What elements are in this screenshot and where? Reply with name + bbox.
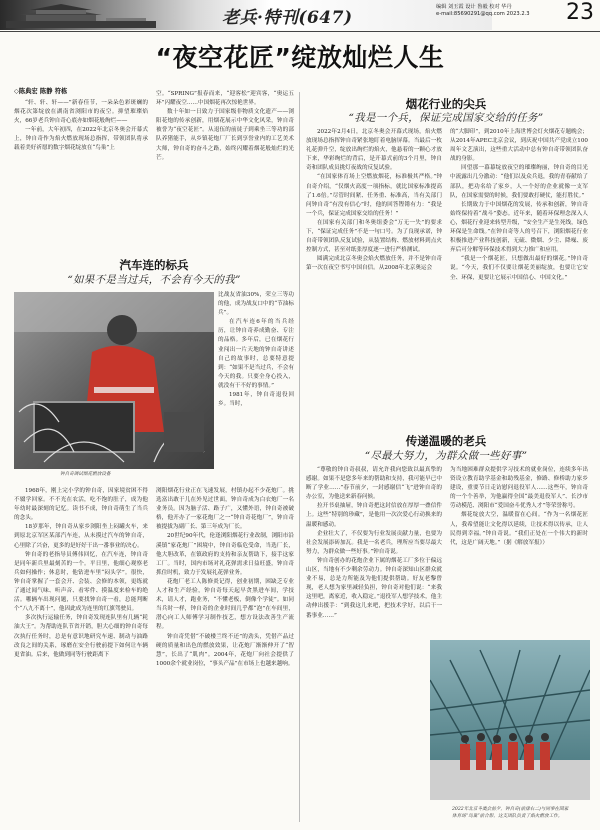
section2-column-2 bbox=[450, 128, 588, 426]
photo-fireworks-equipment bbox=[14, 292, 214, 469]
paragraph: 空。“SPRING”报春而来，“迎客松”迎宾客，“奥运五环”闪耀夜空……中国烟花再次惊艳世界。 bbox=[156, 91, 294, 107]
paragraph: 烟花绽放大空，温暖留在心间。“作为一名烟花匠人，我希望能让文化得以延续，让技术得以传承，让人民得到幸福。”钟自奇说。“我们正处在一个伟大的新时代，这是广阔天地。”（据《解放军报》） bbox=[450, 512, 588, 546]
paragraph: “轩、轩、轩——”新春佳节，一朵朵色彩斑斓的烟花次第绽放在湖南省浏阳市的夜空。抑望璀璨焰火，66岁老兵钟自奇心底亦如烟花般绚烂—— bbox=[14, 100, 148, 125]
photo-illustration bbox=[14, 292, 214, 469]
paragraph: 在国家有关部门和冬奥组委会“万无一失”的要求下，“保证完成任务”不是一句口号。为了良现承诺，钟自奇带领团队反复试验，从装置结构、燃放材料到点火控制方式，甚至对纸张厚度逐一进行严格测试。 bbox=[306, 219, 442, 254]
section-heading-3: 传递温暖的老兵 bbox=[405, 434, 487, 448]
caption-line: 2022年北京冬奥会前夕，钟自奇(前排右二)与同事在国家 bbox=[452, 807, 569, 812]
paragraph: 拉开书桌抽屉，钟自奇把这封信放在厚厚一叠信件上。这些“特别的珍藏”，是他用一次次爱心行动换来的温暖和感动。 bbox=[306, 503, 442, 528]
paragraph: 2022年2月4日，北京冬奥会开幕式现场，焰火燃放现场总指挥钟自奇紧张地盯着电脑屏幕。当最后一枚礼花弹升空，绽放出绚烂的焰火，他悬着的一颗心才放下来，华彩绚烂的背后，是开幕式前的3个月里，钟自奇和团队成员挑灯夜战的反复试验。 bbox=[306, 129, 442, 172]
section-heading-2: 烟花行业的尖兵 bbox=[405, 97, 487, 111]
page-number: 23 bbox=[566, 0, 594, 25]
section3-column-1 bbox=[306, 466, 442, 824]
paragraph: 圆满完成北京冬奥会焰火燃放任务，并不是钟自奇第一次在夜空书写中国自信。从2008年北京奥运会 bbox=[306, 256, 442, 272]
paragraph: 钟自奇创办的花炮企业下属的烟花工厂多位于偏远山区，当地有不少剩余劳动力。钟自奇深知山区群众就业不易，总是力所能及为他们提供帮助。好友老黎曾现，老人想为家里减轻负担，钟自奇对他们说：“来我这里吧，离家近，收入稳定。”退役军人想学技术，他主动伸出援手：“到我这儿来吧，把技术学好，以后干一番事业……” bbox=[306, 557, 442, 619]
paragraph: 钟自奇的老指导员傅伟回忆，在汽车连，钟自奇是同年新兵里最刻苦的一个。平日里，他细心观察老兵如何操作；休息时，他钻进车里“闷头学”。很快，钟自奇掌握了一套会开、会装、会修的本领，更练就了通过闻气味、听声音、看零件、摸温度来检车的绝活。哪辆车出现问题，只要找钟自奇一看，总能判断个“八九不离十”，他因此成为连里的红旗驾驶员。 bbox=[14, 551, 148, 613]
paragraph: 20世纪90年代，伦逢浏阳烟花行业改制，浏阳市沿溪镇“家花炮厂”困境中，钟自奇临危受命，当选厂长，他大胆改革，在镇政府的支持和亲友帮助下，接手这家工厂。当时，国内市场对礼花弹需求日益旺盛，钟自奇抓住时机，致力于发展礼花弹业务。 bbox=[156, 533, 294, 576]
column-title: 老兵·特刊(647) bbox=[222, 8, 353, 28]
paragraph: 企业壮大了，不仅要为行业发展贡献力量，也要为社会发展添砖加瓦。我是一名老兵，理所应当要尽最大努力，为群众做一些好事。”钟自奇说。 bbox=[306, 530, 442, 555]
paragraph: 比战友省油30%，荣立三等功的他，成为战友口中的“节油标兵”。 bbox=[218, 292, 294, 317]
paragraph: 数十年如一日致力于国家级非物质文化遗产——浏阳花炮的传承创新，用烟花展示中华文化风采，钟自奇被誉为“夜空花匠”。从退伍的前徒子到乘坐三等功的部队养猪能手，从乡镇花炮厂厂长到享誉业内的工艺美术大师，钟自奇的奋斗之路，始终闪耀着烟花般灿烂的光芒。 bbox=[156, 109, 294, 161]
section-subheading-3: “尽最大努力，为群众做一些好事” bbox=[364, 450, 528, 462]
paragraph: 一年前，大年初四，在2022年北京冬奥会开幕式上，钟自奇作为焰火燃放现场总指挥，带领团队将承载着美好祈愿的数字烟花绽放在“鸟巢”上 bbox=[14, 127, 148, 152]
paragraph: 在汽车连6年的当兵经历，让钟自奇养成勤奋、专注的品格。多年后，已在烟花行业闯出一片天地的钟自奇讲述自己的故事时，总要特意提到：“如果不是当过兵，不会有今天的我。只要全身心投入，就没有干不好的事情。” bbox=[218, 319, 294, 389]
paragraph: “尊敬的钟自奇叔叔，请允许我向您致以最真挚的感谢。如果不是您多年来的帮助和支持，我可能早已中断了学业……”春节前夕，一封感谢信“飞”进钟自奇的办公室，为他送来新春问候。 bbox=[306, 467, 442, 501]
section-subheading-2: “我是一个兵，保证完成国家交给的任务” bbox=[348, 112, 544, 124]
paragraph: 回望那一幕幕绽放夜空的璀璨绚丽，钟自奇的目光中流露出几分激动：“他们以及众兵退，我的青春献给了部队，把功名给了家乡，人一个好的企业就像一支军队，在国家需要的时候，我们要敢打硬仗，能打胜仗。” bbox=[450, 165, 588, 199]
section-heading-1: 汽车连的标兵 bbox=[119, 258, 189, 272]
section3-column-2 bbox=[450, 466, 588, 636]
paragraph: 浏阳烟花行业正在飞速发展，村镇办起不少花炮厂。挑选富出敢于儿在外见过世面，钟自奇成为白衣炮厂一名业务员。因为脑子活、路子广，又懂外语，钟自奇被破格，他开办了一家花炮厂之一“钟自奇花炮厂”，钟自奇被提拔为副厂长、第三年成为厂长。 bbox=[156, 488, 294, 531]
caption-line: 体育场“鸟巢”前合影，这支团队负责了焰火燃放工作。 bbox=[452, 814, 563, 819]
paragraph: 多次执行运输任务，钟自奇发现连队里有几辆“耗油大王”。为帮助连队节省开销，胆大心细的钟自奇每次执行任务时，总是有意识地研究车速、制动与油路改良之间的关系，琢磨在安全行驶前提下如何让车辆更省油。后来，他做到同等行驶距离下 bbox=[14, 615, 148, 658]
editor-credits: 编辑 刘玉霞 设计 鲁毅 校对 华丹 bbox=[436, 4, 512, 10]
paragraph: “在国家体育场上空燃放烟花，标准极其严格。”钟自奇介绍，“仅烟火高度一项指标，就比国家标准提高了1.6倍。”尽管时间紧、任务重、标准高，当有关部门问钟自奇“有没有信心”时，他的回答铿锵有力：“我是一个兵，保证完成国家交给的任务！” bbox=[306, 174, 442, 217]
byline-text: ◇陈典宏 陈静 符栋 bbox=[14, 88, 68, 95]
paragraph: 钟自奇凭借“不破楼兰终不还”的劲头，凭借产品过硬的质量和出色的燃放效果，让花炮厂渐渐伸开了“智慧”，长出了“肌肉”。2004年，花炮厂向社会提供了1000余个就业岗位，“事头产品”在市场上也越来越响。 bbox=[156, 633, 294, 667]
paragraph: 为当地困难群众提供学习技术的就业岗位，连续多年出资设立教育助学基金和助残基金，修路、修桥助力家乡建设，重要节日走访慰问退役军人……这些年，钟自奇的一个个善举，为他赢得全国“最美退役军人”、长沙市劳动模范、浏阳市“爱国奋斗优秀人才”等荣誉称号。 bbox=[450, 467, 588, 510]
paragraph: 长期致力于中国烟花的发展，传承和创新，钟自奇始终保持着“战斗”姿态。近年来，随着环保理念深入人心，烟花行业迎来转型升级，“安全生产是生死线，绿色环保是生命线。”在钟自奇等人的号召下，浏阳烟花行业积极推进产业科技创新，无硫、微烟、少尘、降噪、废弃后可分解等环保技术得到大力推广和应用。 bbox=[450, 201, 588, 254]
contact-date: e-mail:85690291@qq.com 2023.2.3 bbox=[436, 11, 530, 17]
paragraph: 18岁那年，钟自奇从家乡浏阳坐上闷罐火车，来到原北京军区某部汽车连，从未摸过汽车的钟自奇，心里除了兴奋，更多的是好好干出一番事业的决心。 bbox=[14, 524, 148, 549]
photo1-caption: 钟自奇调试烟花燃放设备 bbox=[60, 472, 111, 477]
photo-team-bird-nest bbox=[430, 640, 590, 800]
intro-column-2 bbox=[156, 90, 294, 256]
header-divider bbox=[0, 31, 600, 32]
photo2-caption bbox=[452, 806, 592, 820]
tiananmen-silhouette-icon bbox=[6, 4, 156, 28]
paragraph: 的“大脚印”，到2010年上海世博会灯火烟花专题晚会；从2014年APEC北京会议，到庆祝中国共产党成立100周年文艺演出，这些重大活动中总有钟自奇带领团队奋战的身影。 bbox=[450, 129, 588, 163]
section1-column-right bbox=[218, 291, 294, 477]
byline bbox=[14, 86, 67, 95]
section2-column-1 bbox=[306, 128, 442, 426]
intro-column-1 bbox=[14, 99, 148, 255]
paragraph: 1981年，钟自奇退役回乡。当时， bbox=[218, 392, 294, 408]
page-header bbox=[0, 0, 600, 30]
paragraph: 1968年，刚上完小学的钟自奇，因家境贫困不得不辍学回家。不不光在农活，吃不饱的肚子，成为他年幼时最深刻的记忆。读书不成，钟自奇萌生了当兵的念头。 bbox=[14, 488, 148, 522]
headline: “夜空花匠”绽放灿烂人生 bbox=[155, 43, 445, 72]
paragraph: “我是一个烟花匠，只想做出最好的烟花。”钟自奇说。“今天，我们不仅要让烟花美丽绽放，也要让它安全、环保，更要让它展示中国信心、中国文化。” bbox=[450, 256, 588, 281]
column-divider bbox=[299, 92, 300, 822]
photo-illustration-2 bbox=[430, 640, 590, 800]
section1-column-2 bbox=[156, 487, 294, 824]
section1-column-1 bbox=[14, 487, 148, 824]
paragraph: 花炮厂老工人陈修炎记得，创业初期，困缺乏专业人才和生产经验，钟自奇每天起早贪黑进车间，学技术，请人才，跑业务，“不懂老板，倒像个学徒”。如同当兵时一样，钟自奇的企业时间几乎都“泡”在车间里，潜心向工人师傅学习制作技艺，想方设法改善生产流程。 bbox=[156, 578, 294, 631]
section-subheading-1: “如果不是当过兵，不会有今天的我” bbox=[67, 274, 241, 286]
